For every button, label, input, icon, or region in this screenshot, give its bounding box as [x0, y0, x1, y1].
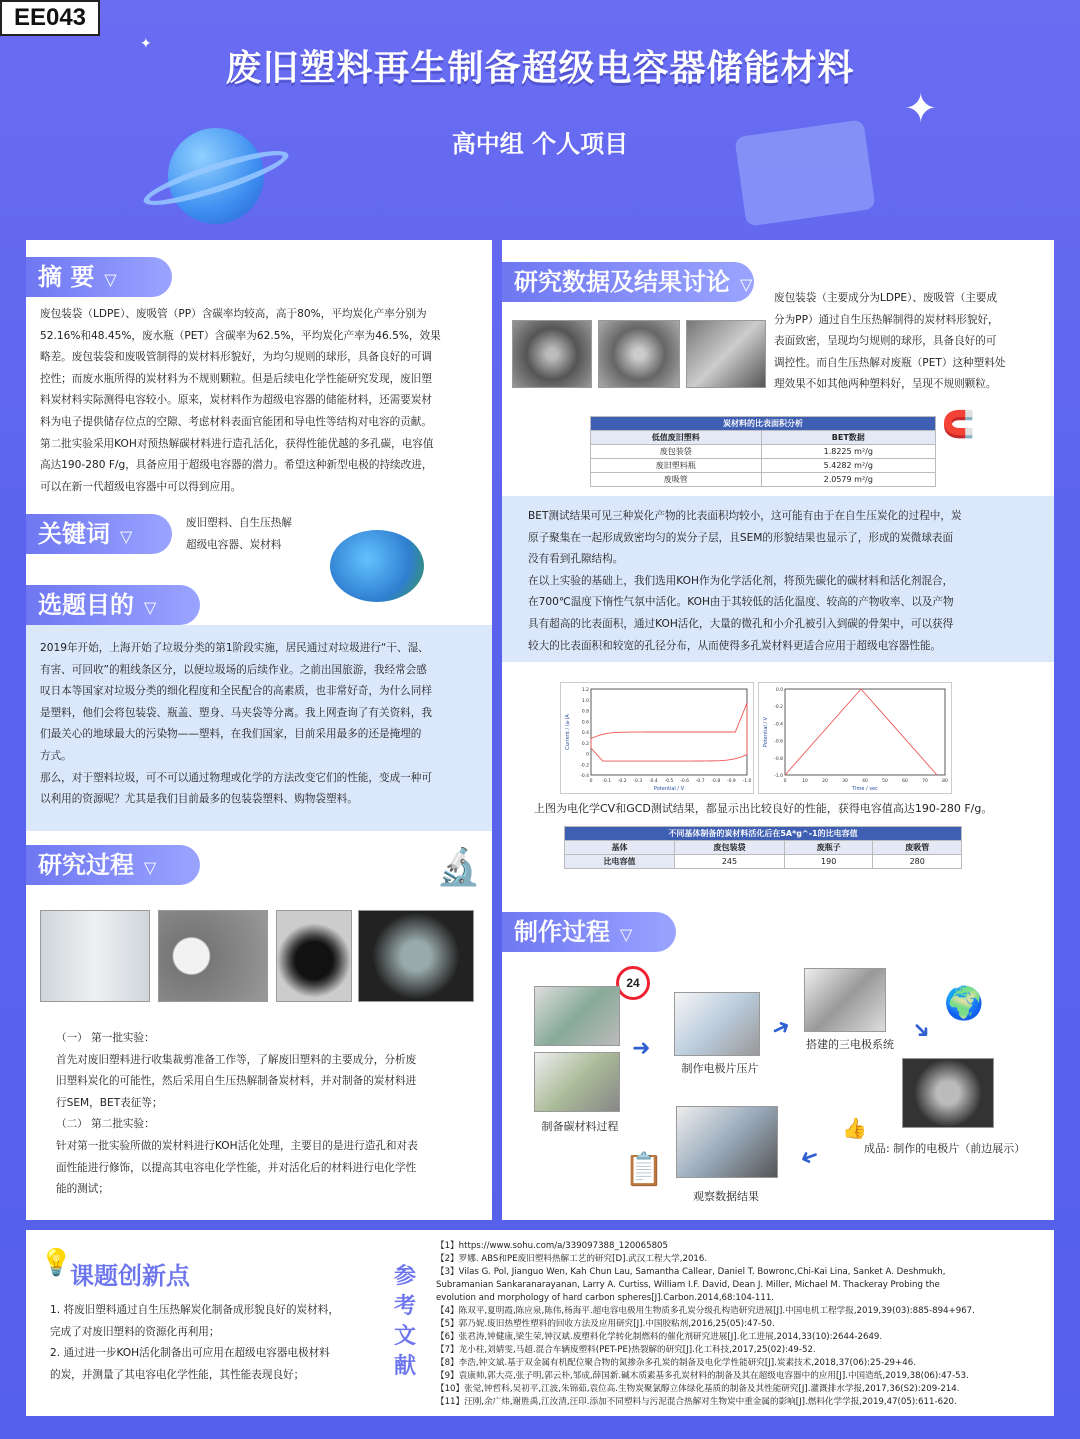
reference-item: 【7】龙小柱,刘婧雯,马超.混合车辆废塑料(PET-PE)热裂解的研究[J].化工科技,2017,25(02):49-52. [436, 1345, 816, 1355]
bet-header: BET数据 [761, 431, 935, 445]
x-tick-label: -0.7 [695, 779, 705, 784]
y-tick-label: 0 [586, 752, 589, 758]
references-heading-char: 参 [393, 1264, 416, 1289]
reference-item: 【10】张觉,钟哲科,吴初平,江波,朱锦茹,袁位高.生物炭聚氯醇立体绿化基质的制备及其性能研究[J].灌溉排水学报,2017,36(S2):209-214. [436, 1384, 960, 1394]
microscope-icon: 🔬 [436, 847, 481, 888]
x-tick-label: -0.6 [680, 779, 689, 784]
sem-image-1 [512, 320, 592, 388]
y-tick-label: -0.4 [774, 722, 783, 728]
x-tick-label: 0 [589, 779, 593, 784]
reference-item: 【9】袁康帅,郭大亮,张子明,郭云朴,邹成,薛国新.碱木质素基多孔炭材料的制备及其在超级电容器中的应用[J].中国造纸,2019,38(06):47-53. [436, 1371, 969, 1381]
observe-label: 观察数据结果 [693, 1190, 759, 1203]
innovation-line: 的炭，并测量了其电容电化学性能，其性能表现良好； [50, 1368, 305, 1381]
keywords-line1: 废旧塑料、自生压热解 [186, 517, 292, 529]
bet-cell: 1.8225 m²/g [761, 445, 935, 459]
process-line: 旧塑料炭化的可能性，然后采用自生压热解制备炭材料，并对制备的炭材料进 [56, 1075, 417, 1088]
reference-item: 【8】李浩,钟文斌.基于双金属有机配位聚合物的氮掺杂多孔炭的制备及电化学性能研究[J].炭素技术,2018,37(06):25-29+46. [436, 1358, 916, 1368]
reference-item: evolution and morphology of hard carbon spheres[J].Carbon.2014,68:104-111. [436, 1293, 775, 1303]
cap-cell: 190 [784, 855, 873, 869]
innovation-text [50, 1300, 380, 1386]
gcd-curve [785, 689, 937, 775]
bet-text [528, 506, 1038, 657]
electrode-dish-photo [358, 910, 474, 1002]
bet-line: 没有看到孔隙结构。 [528, 553, 624, 566]
process-line: 首先对废旧塑料进行收集裁剪准备工作等，了解废旧塑料的主要成分，分析废 [56, 1053, 417, 1066]
purpose-line: 是塑料，他们会将包装袋、瓶盖、塑身、马夹袋等分离。我上网查询了有关资料，我 [40, 706, 432, 719]
plot-frame [785, 689, 945, 775]
process-line: 针对第一批实验所做的炭材料进行KOH活化处理，主要目的是进行造孔和对表 [56, 1139, 418, 1152]
bet-line: 在以上实验的基础上，我们选用KOH作为化学活化剂，将预先碳化的碳材料和活化剂混合， [528, 574, 954, 587]
arrow-left-icon: ➜ [796, 1141, 823, 1172]
cap-table-caption: 不同基体制备的炭材料活化后在5A*g^-1的比电容值 [565, 827, 962, 841]
poster-subtitle: 高中组 个人项目 [451, 130, 629, 158]
process-heading: 研究过程 ▽ [26, 845, 200, 885]
bet-cell: 废包装袋 [591, 445, 762, 459]
sem-line: 表面致密，呈现均匀规则的球形，具备良好的可 [774, 335, 997, 348]
reference-item: 【3】Vilas G. Pol, Jianguo Wen, Kah Chun Lau, Samantha Callear, Daniel T. Bowronc,Chi-Kai Lina, Sanket A. Deshmukh, [436, 1267, 946, 1277]
y-tick-label: 0.8 [581, 709, 589, 715]
innovation-heading: 课题创新点 [70, 1262, 190, 1290]
process-line: 行SEM，BET表征等； [56, 1096, 163, 1109]
purpose-heading: 选题目的 ▽ [26, 585, 200, 625]
process-line: 面性能进行修饰，以提高其电容电化学性能，并对活化后的材料进行电化学性 [56, 1161, 417, 1174]
y-tick-label: 0.0 [775, 688, 783, 693]
magnet-icon: 🧲 [942, 410, 975, 440]
poster-code: EE043 [0, 0, 100, 36]
cap-header: 基体 [565, 841, 675, 855]
process-line: （二） 第二批实验： [56, 1118, 155, 1131]
abstract-line: 略差。废包装袋和废吸管制得的炭材料形貌好，为均匀规则的球形，具备良好的可调 [40, 351, 432, 364]
reference-item: 【1】https://www.sohu.com/a/339097388_120065805 [436, 1241, 668, 1251]
innovation-line: 2. 通过进一步KOH活化制备出可应用在超级电容器电极材料 [50, 1347, 330, 1360]
references-heading-char: 文 [393, 1324, 416, 1349]
innovation-line: 1. 将废旧塑料通过自生压热解炭化制备成形貌良好的炭材料， [50, 1304, 339, 1316]
prep-label: 制备碳材料过程 [541, 1120, 619, 1133]
bet-cell: 废旧塑料瓶 [591, 459, 762, 473]
cv-chart [560, 682, 754, 794]
x-tick-label: -0.5 [664, 779, 674, 784]
abstract-text [40, 304, 480, 498]
x-tick-label: 50 [882, 779, 888, 784]
x-tick-label: -1.0 [742, 779, 752, 784]
press-label: 制作电极片压片 [681, 1062, 759, 1075]
purpose-text [40, 638, 480, 811]
y-tick-label: -0.8 [774, 756, 783, 762]
y-tick-label: -0.2 [580, 763, 589, 769]
abstract-line: 高达190-280 F/g，具备应用于超级电容器的潜力。希望这种新型电极的持续改进， [40, 459, 433, 472]
x-tick-label: -0.3 [633, 779, 643, 784]
bet-table-caption: 炭材料的比表面积分析 [591, 417, 936, 431]
y-tick-label: 1.2 [581, 688, 589, 693]
reference-item: 【11】汪刚,余广炜,谢胜禹,江汝清,汪印.添加不同塑料与污泥混合热解对生物炭中重金属的影响[J].燃料化学学报,2019,47(05):611-620. [436, 1397, 957, 1407]
cap-header: 废吸管 [873, 841, 962, 855]
abstract-line: 控性；而废水瓶所得的炭材料为不规则颗粒。但是后续电化学性能研究发现，废旧塑 [40, 372, 432, 385]
x-tick-label: -0.1 [602, 779, 611, 784]
x-tick-label: 80 [942, 779, 948, 784]
arrow-down-icon: ➜ [905, 1015, 937, 1046]
sem-image-2 [598, 320, 680, 388]
results-heading: 研究数据及结果讨论 ▽ [502, 262, 754, 302]
process-text [56, 1028, 476, 1201]
lab-photo-2 [534, 1052, 620, 1112]
cv-curve [591, 703, 747, 761]
innovation-line: 完成了对废旧塑料的资源化再利用； [50, 1325, 220, 1338]
abstract-line: 料为电子提供储存位点的空隙、考虑材料表面官能团和导电性等结构对电容的贡献。 [40, 415, 432, 428]
abstract-line: 52.16%和48.45%，废水瓶（PET）含碳率为62.5%，平均炭化产率为46.5%，效果 [40, 329, 441, 342]
plastic-bottle-photo [40, 910, 150, 1002]
x-tick-label: -0.4 [649, 779, 658, 784]
y-axis-label: Current / (a·)A [565, 714, 571, 750]
lab-photo-1 [534, 986, 620, 1046]
making-heading: 制作过程 ▽ [502, 912, 676, 952]
cap-header: 废包装袋 [674, 841, 784, 855]
purpose-line: 叹日本等国家对垃圾分类的细化程度和全民配合的高素质，也非常好奇，为什么同样 [40, 685, 432, 698]
cap-cell: 280 [873, 855, 962, 869]
x-tick-label: 60 [902, 779, 908, 784]
x-tick-label: -0.2 [617, 779, 627, 784]
thumbs-up-icon: 👍 [842, 1116, 867, 1140]
sparkle-icon: ✦ [904, 86, 938, 132]
bet-line: 原子聚集在一起形成致密均匀的炭分子层，且SEM的形貌结果也显示了，形成的炭微球表面 [528, 531, 954, 544]
earth-recycle-icon: 🌍 [944, 984, 984, 1022]
y-tick-label: 0.6 [581, 720, 589, 726]
clipboard-icon: 📋 [624, 1150, 664, 1188]
three-electrode-photo [804, 968, 886, 1032]
process-line: （一） 第一批实验： [56, 1032, 155, 1044]
sem-line: 理效果不如其他两种塑料好，呈现不规则颗粒。 [774, 378, 997, 391]
bet-line: 具有超高的比表面积，通过KOH活化，大量的微孔和小介孔被引入到碳的骨架中，可以获得 [528, 617, 954, 630]
x-tick-label: 30 [842, 779, 848, 784]
abstract-line: 料炭材料实际测得电容较小。原来，炭材料作为超级电容器的储能材料，还需要炭材 [40, 394, 432, 407]
references-heading [390, 1262, 420, 1382]
reference-item: 【4】陈双平,夏明霞,陈应泉,陈伟,杨海平.超电容电极用生物质多孔炭分级孔构造研究进展[J].中国电机工程学报,2019,39(03):885-894+967. [436, 1306, 975, 1316]
lightbulb-icon: 💡 [40, 1248, 73, 1278]
abstract-line: 第二批实验采用KOH对预热解碳材料进行造孔活化，获得性能优越的多孔碳，电容值 [40, 437, 434, 450]
y-tick-label: -0.6 [774, 739, 783, 745]
y-tick-label: -1.0 [774, 774, 783, 779]
y-tick-label: -0.2 [774, 705, 783, 711]
sparkle-icon: ✦ [140, 36, 152, 52]
electrode-press-photo [674, 992, 760, 1056]
sem-line: 分为PP）通过自生压热解制得的炭材料形貌好， [774, 313, 999, 326]
y-tick-label: 0.2 [581, 741, 589, 747]
y-tick-label: -0.4 [580, 774, 589, 779]
abstract-heading: 摘 要 ▽ [26, 257, 172, 297]
charts-caption: 上图为电化学CV和GCD测试结果，都显示出比较良好的性能，获得电容值高达190-280 F/g。 [534, 802, 993, 815]
references-heading-char: 考 [393, 1294, 416, 1319]
x-axis-label: Potential / V [653, 786, 685, 792]
arrow-up-right-icon: ➜ [767, 1013, 795, 1044]
y-tick-label: 1.0 [581, 698, 589, 704]
earth-trash-image [330, 530, 424, 602]
reference-item: 【6】张君涛,钟健康,梁生荣,钟汉斌.废塑料化学转化制燃料的催化剂研究进展[J].化工进展,2014,33(10):2644-2649. [436, 1332, 883, 1342]
final-electrode-photo [902, 1058, 994, 1128]
x-tick-label: 0 [783, 779, 787, 784]
purpose-line: 方式。 [40, 749, 72, 762]
y-tick-label: 0.4 [581, 731, 589, 736]
purpose-line: 2019年开始，上海开始了垃圾分类的第1阶段实施，居民通过对垃圾进行“干、湿、 [40, 642, 429, 654]
sem-text [774, 288, 1044, 396]
bet-cell: 2.0579 m²/g [761, 473, 935, 487]
x-tick-label: -0.8 [711, 779, 721, 784]
cap-header: 废瓶子 [784, 841, 873, 855]
purpose-line: 有害、可回收”的粗线条区分，以便垃圾场的后续作业。之前出国旅游，我经常会感 [40, 663, 427, 676]
cap-cell: 比电容值 [565, 855, 675, 869]
y-axis-label: Potential / V [763, 716, 769, 748]
poster-title: 废旧塑料再生制备超级电容器储能材料 [225, 48, 855, 89]
observe-photo [676, 1106, 778, 1178]
plastic-pieces-photo [158, 910, 268, 1002]
purpose-line: 们最关心的地球最大的污染物——塑料，在我们国家，目前采用最多的还是掩埋的 [40, 728, 422, 741]
carbonized-sample-photo [276, 910, 352, 1002]
keywords-heading: 关键词 ▽ [26, 514, 172, 554]
bet-line: 较大的比表面积和较宽的孔径分布，从而使得多孔炭材料更适合应用于超级电容器性能。 [528, 639, 942, 652]
three-electrode-label: 搭建的三电极系统 [806, 1038, 894, 1051]
x-tick-label: 20 [822, 779, 828, 784]
bet-line: BET测试结果可见三种炭化产物的比表面积均较小，这可能有由于在自生压炭化的过程中，炭 [528, 510, 962, 522]
capacitance-table [564, 826, 962, 869]
reference-item: 【2】罗娜. ABS和PE废旧塑料热解工艺的研究[D].武汉工程大学,2016. [436, 1254, 708, 1264]
bet-table [590, 416, 936, 487]
sem-line: 调控性。而自生压热解对废瓶（PET）这种塑料处 [774, 356, 1006, 369]
keywords-line2: 超级电容器、炭材料 [186, 539, 282, 551]
purpose-line: 那么，对于塑料垃圾，可不可以通过物理或化学的方法改变它们的性能，变成一种可 [40, 771, 432, 784]
abstract-line: 废包装袋（LDPE）、废吸管（PP）含碳率均较高，高于80%，平均炭化产率分别为 [40, 308, 427, 320]
x-tick-label: 70 [922, 779, 928, 784]
arrow-right-icon: ➜ [632, 1036, 651, 1061]
cap-cell: 245 [674, 855, 784, 869]
x-tick-label: 10 [802, 779, 808, 784]
bet-cell: 5.4282 m²/g [761, 459, 935, 473]
sem-image-3 [686, 320, 766, 388]
reference-item: Subramanian Sankaranarayanan, Larry A. Curtiss, William I.F. David, Dean J. Miller, Michael M. Thackeray Probing the [436, 1280, 940, 1290]
purpose-line: 以利用的资源呢？尤其是我们目前最多的包装袋塑料、购物袋塑料。 [40, 793, 358, 806]
gcd-chart [758, 682, 952, 794]
final-label: 成品: 制作的电极片（前边展示） [864, 1142, 1026, 1155]
x-tick-label: 40 [862, 779, 868, 784]
bet-header: 低值废旧塑料 [591, 431, 762, 445]
bet-cell: 废吸管 [591, 473, 762, 487]
x-tick-label: -0.9 [727, 779, 736, 784]
references-heading-char: 献 [393, 1354, 416, 1379]
x-axis-label: Time / sec [852, 786, 878, 792]
abstract-line: 可以在新一代超级电容器中可以得到应用。 [40, 480, 242, 493]
process-line: 能的测试； [56, 1183, 109, 1196]
clock-24-icon: 24 [616, 966, 650, 1000]
reference-item: 【5】郭乃妮.废旧热塑性塑料的回收方法及应用研究[J].中国胶粘剂,2016,25(05):47-50. [436, 1319, 775, 1329]
sem-line: 废包装袋（主要成分为LDPE）、废吸管（主要成 [774, 292, 998, 304]
references-list [436, 1240, 1048, 1409]
bet-line: 在700℃温度下惰性气氛中活化。KOH由于其较低的活化温度、较高的产物收率、以及产物 [528, 596, 954, 609]
